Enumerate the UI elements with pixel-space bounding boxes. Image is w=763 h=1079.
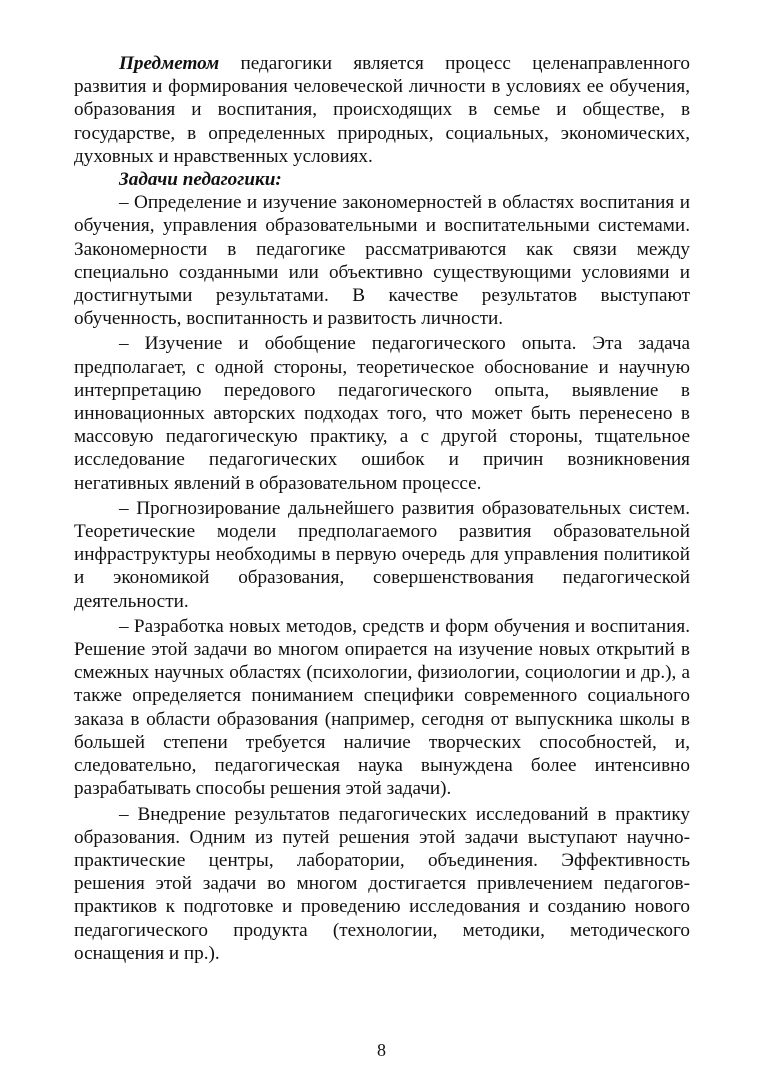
intro-paragraph	[74, 52, 690, 168]
subject-term: Предметом	[119, 53, 220, 74]
page-number: 8	[377, 1040, 386, 1060]
tasks-heading: Задачи педагогики:	[119, 169, 282, 191]
task-paragraph-3: – Прогнозирование дальнейшего развития образовательных систем. Теоретические модели предполагаемого развития образовательной инфраструктуры необходимы в первую очередь для управления политикой и экономикой образования, совершенствования педагогической деятельности.	[74, 497, 690, 612]
task-paragraph-4: – Разработка новых методов, средств и форм обучения и воспитания. Решение этой задачи во многом опирается на изучение новых открытий в смежных научных областях (психологии, физиологии, социологии и др.), а также определяется пониманием специфики современного социального заказа в области образования (например, сегодня от выпускника школы в большей степени требуется наличие творческих способностей, и, следовательно, педагогическая наука вынуждена более интенсивно разрабатывать способы решения этой задачи).	[74, 615, 690, 800]
task-paragraph-2: – Изучение и обобщение педагогического опыта. Эта задача предполагает, с одной стороны, теоретическое обоснование и научную интерпретацию передового педагогического опыта, выявление в инновационных авторских подходах того, что может быть перенесено в массовую педагогическую практику, а с другой стороны, тщательное исследование педагогических ошибок и причин возникновения негативных явлений в образовательном процессе.	[74, 333, 690, 494]
intro-text: педагогики является процесс целенаправленного развития и формирования человеческой личности в условиях ее обучения, образования и воспитания, происходящих в семье и обществе, в государстве, в определенных природных, социальных, экономических, духовных и нравственных условиях.	[74, 53, 690, 167]
task-paragraph-5: – Внедрение результатов педагогических исследований в практику образования. Одним из путей решения этой задачи выступают научно-практические центры, лаборатории, объединения. Эффективность решения этой задачи во многом достигается привлечением педагогов-практиков к подготовке и проведению исследования и созданию нового педагогического продукта (технологии, методики, методического оснащения и пр.).	[74, 803, 690, 964]
task-paragraph-1: – Определение и изучение закономерностей в областях воспитания и обучения, управления образовательными и воспитательными системами. Закономерности в педагогике рассматриваются как связи между специально созданными или объективно существующими условиями и достигнутыми результатами. В качестве результатов выступают обученность, воспитанность и развитость личности.	[74, 192, 690, 330]
document-page	[74, 52, 690, 965]
